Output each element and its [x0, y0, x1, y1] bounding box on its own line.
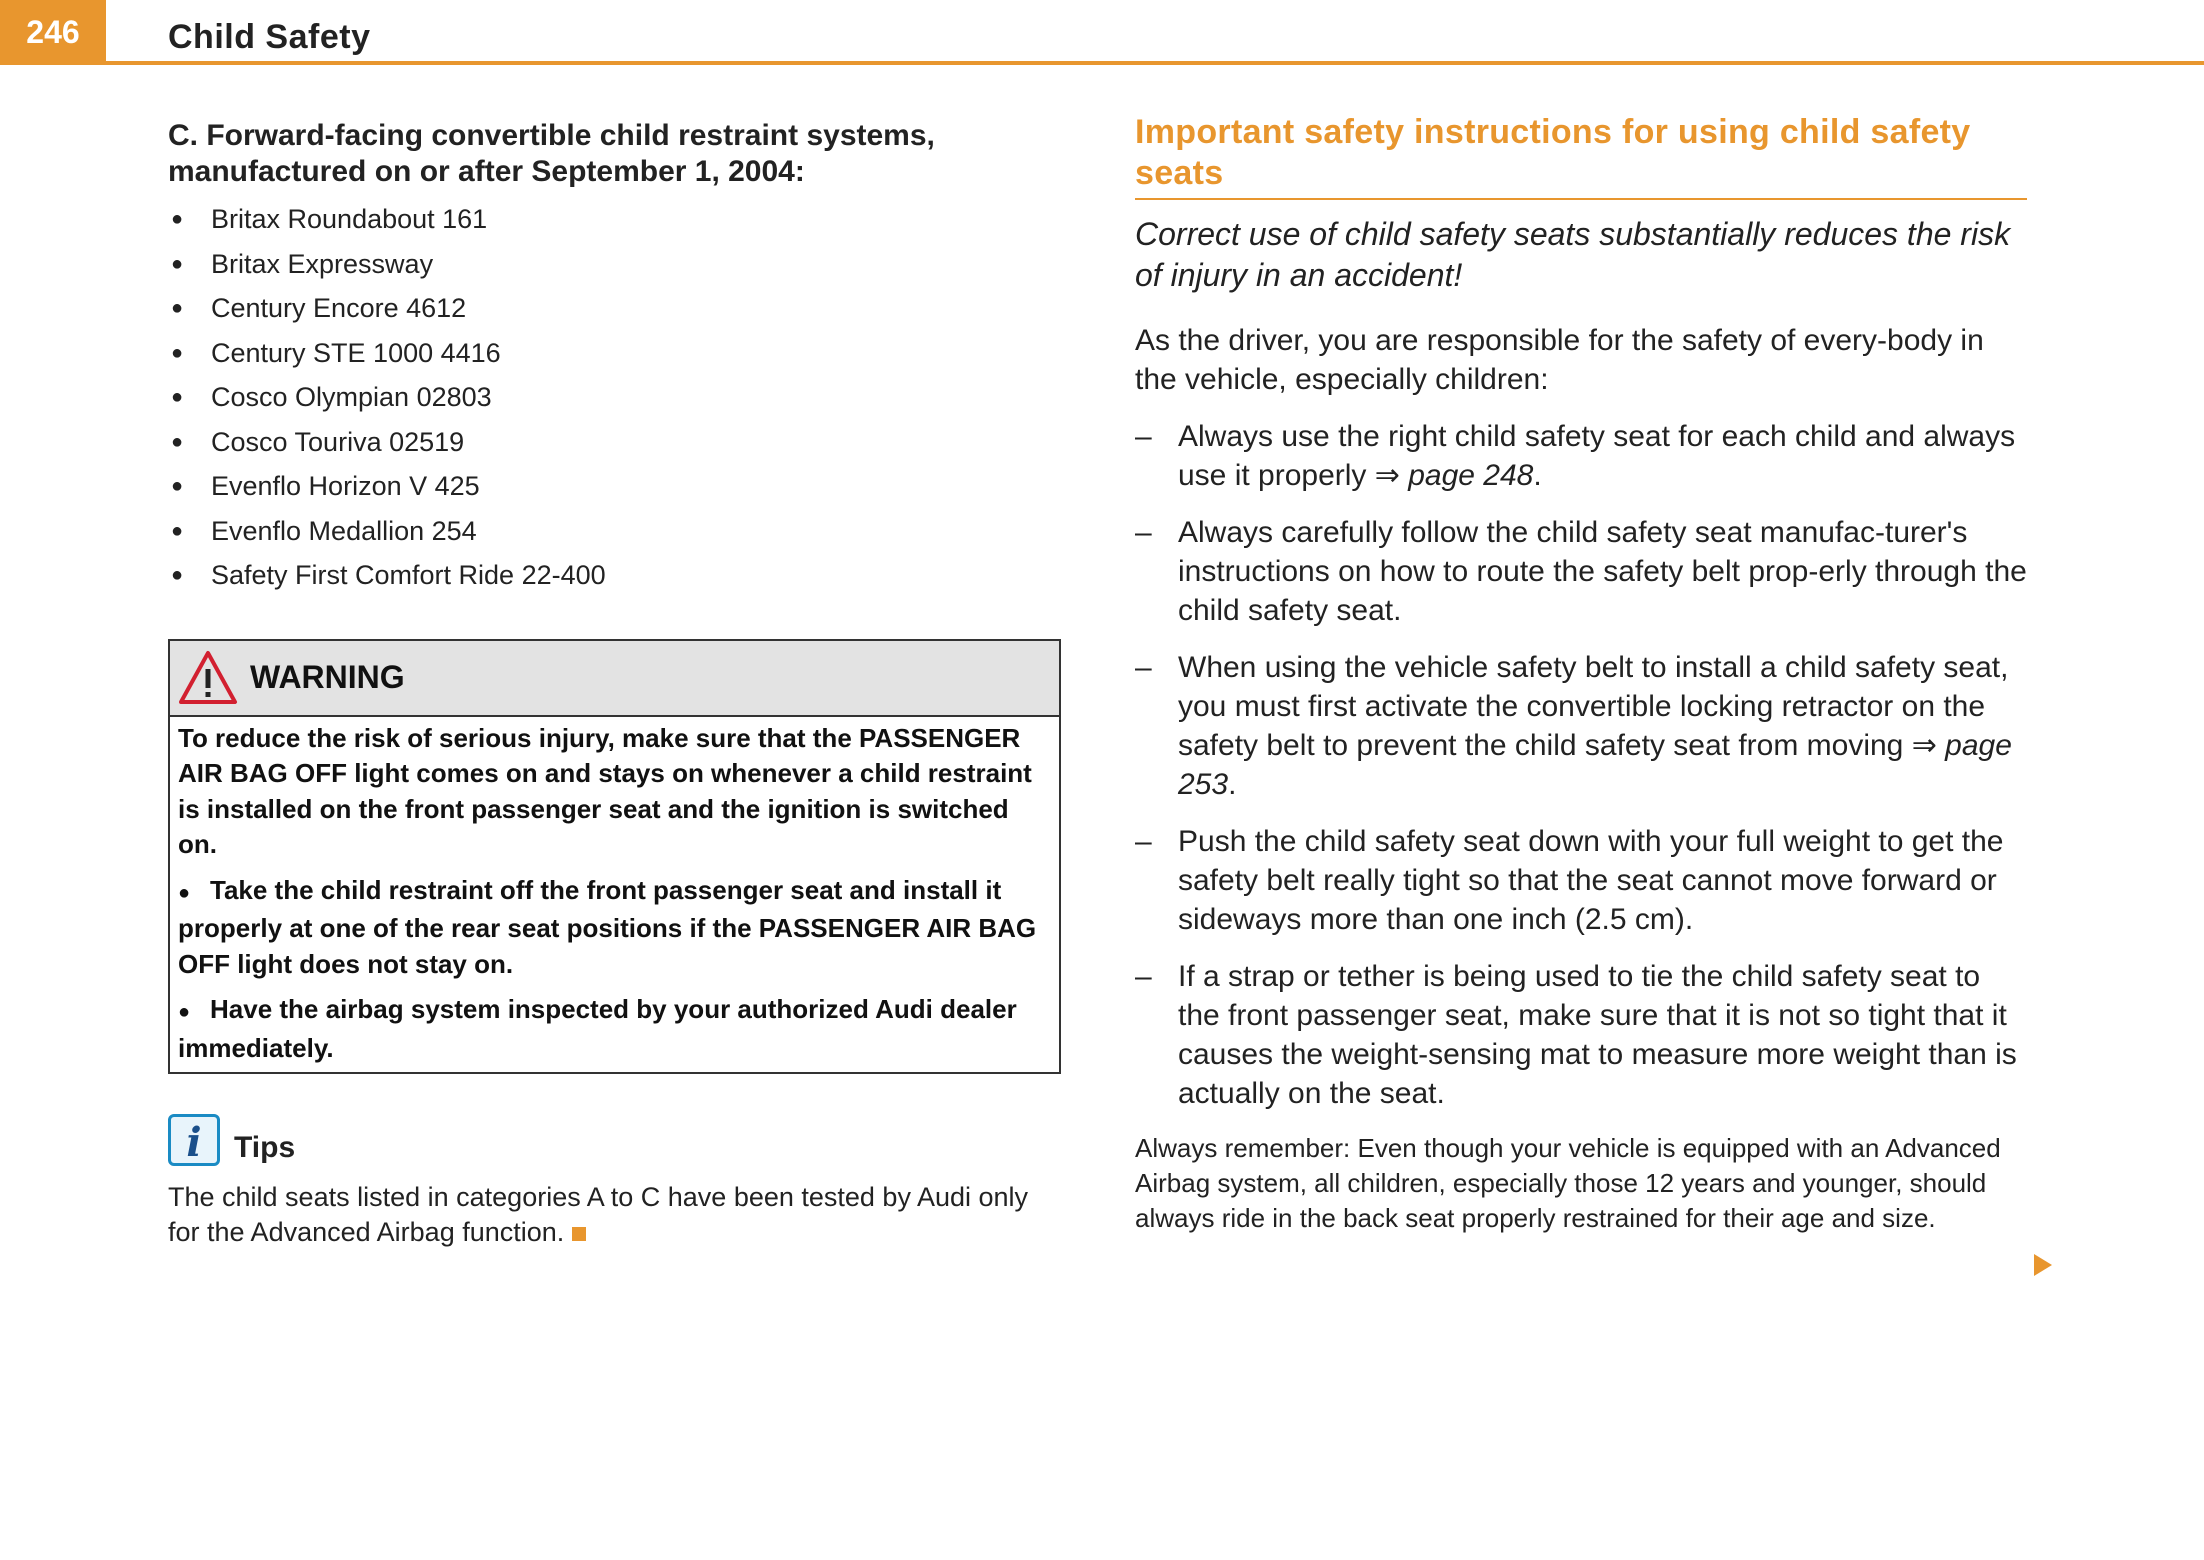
tips-title: Tips: [234, 1131, 296, 1164]
next-page-arrow-icon[interactable]: [2032, 1252, 2054, 1278]
warning-triangle-icon: [178, 650, 238, 706]
list-item: ● Evenflo Horizon V 425: [168, 467, 1060, 512]
list-item: – Always use the right child safety seat for each child and always use it properly ⇒ page 248.: [1135, 417, 2027, 495]
right-column: [1135, 112, 2027, 1236]
list-item: ● Britax Roundabout 161: [168, 200, 1060, 245]
tips-header: [168, 1108, 1060, 1166]
remember-paragraph: Always remember: Even though your vehicle is equipped with an Advanced Airbag system, all children, especially those 12 years and younger, should always ride in the back seat properly restrained for their age and size.: [1135, 1133, 2001, 1233]
section-title: Child Safety: [168, 18, 371, 56]
list-item: ● Century Encore 4612: [168, 289, 1060, 334]
warning-header: [170, 641, 1059, 717]
info-icon: i: [168, 1114, 220, 1166]
intro-paragraph: As the driver, you are responsible for the safety of every-body in the vehicle, especially children:: [1135, 324, 1984, 396]
item-text: When using the vehicle safety belt to install a child safety seat, you must first activate the convertible locking retractor on the safety belt to prevent the child safety seat from moving ⇒: [1178, 651, 2009, 762]
bullet-icon: ●: [178, 881, 191, 904]
warning-bullet-text: Take the child restraint off the front passenger seat and install it properly at one of the rear seat positions if the PASSENGER AIR BAG OFF light does not stay on.: [178, 874, 1037, 979]
warning-bullet: [178, 873, 1051, 983]
list-item: ● Cosco Touriva 02519: [168, 423, 1060, 468]
page-reference-link[interactable]: page 253: [1178, 729, 2012, 801]
instruction-list: [1135, 417, 2027, 1113]
tips-body: The child seats listed in categories A to C have been tested by Audi only for the Advanced Airbag function.: [168, 1182, 1029, 1247]
list-item: – Always carefully follow the child safety seat manufac-turer's instructions on how to route the safety belt prop-erly through the child safety seat.: [1135, 513, 2027, 630]
page-number: 246: [0, 0, 106, 65]
list-item: ● Britax Expressway: [168, 245, 1060, 290]
seat-list: [168, 200, 1060, 601]
left-column: [168, 112, 1060, 1250]
end-of-section-icon: [572, 1227, 586, 1241]
right-heading: Important safety instructions for using child safety seats: [1135, 112, 2027, 200]
page-reference-link[interactable]: page 248: [1408, 459, 1534, 492]
list-item: – Push the child safety seat down with your full weight to get the safety belt really tight so that the seat cannot move forward or sideways more than one inch (2.5 cm).: [1135, 822, 2027, 939]
warning-bullet: [178, 992, 1051, 1066]
item-text: Always use the right child safety seat for each child and always use it properly ⇒: [1178, 420, 2016, 492]
bullet-icon: ●: [178, 1001, 191, 1023]
tips-text: [168, 1180, 1060, 1250]
list-item: ● Safety First Comfort Ride 22-400: [168, 556, 1060, 601]
list-item: – If a strap or tether is being used to tie the child safety seat to the front passenger seat, make sure that it is not so tight that it causes the weight-sensing mat to measure more weight than is actually on the seat.: [1135, 957, 2027, 1113]
warning-title: WARNING: [250, 659, 405, 695]
warning-box: [168, 639, 1061, 1075]
header-rule: [106, 61, 2204, 65]
category-heading: C. Forward-facing convertible child restraint systems, manufactured on or after September 1, 2004:: [168, 119, 935, 188]
warning-intro: To reduce the risk of serious injury, make sure that the PASSENGER AIR BAG OFF light comes on and stays on whenever a child restraint is installed on the front passenger seat and the ignition is switched on.: [178, 722, 1032, 859]
list-item: ● Cosco Olympian 02803: [168, 378, 1060, 423]
warning-bullet-text: Have the airbag system inspected by your authorized Audi dealer immediately.: [178, 994, 1017, 1063]
list-item: ● Century STE 1000 4416: [168, 334, 1060, 379]
lead-statement: Correct use of child safety seats substantially reduces the risk of injury in an accident!: [1135, 216, 2011, 293]
list-item: – When using the vehicle safety belt to install a child safety seat, you must first activate the convertible locking retractor on the safety belt to prevent the child safety seat from moving ⇒ page 253.: [1135, 648, 2027, 804]
list-item: ● Evenflo Medallion 254: [168, 512, 1060, 557]
warning-body: [170, 717, 1059, 1073]
